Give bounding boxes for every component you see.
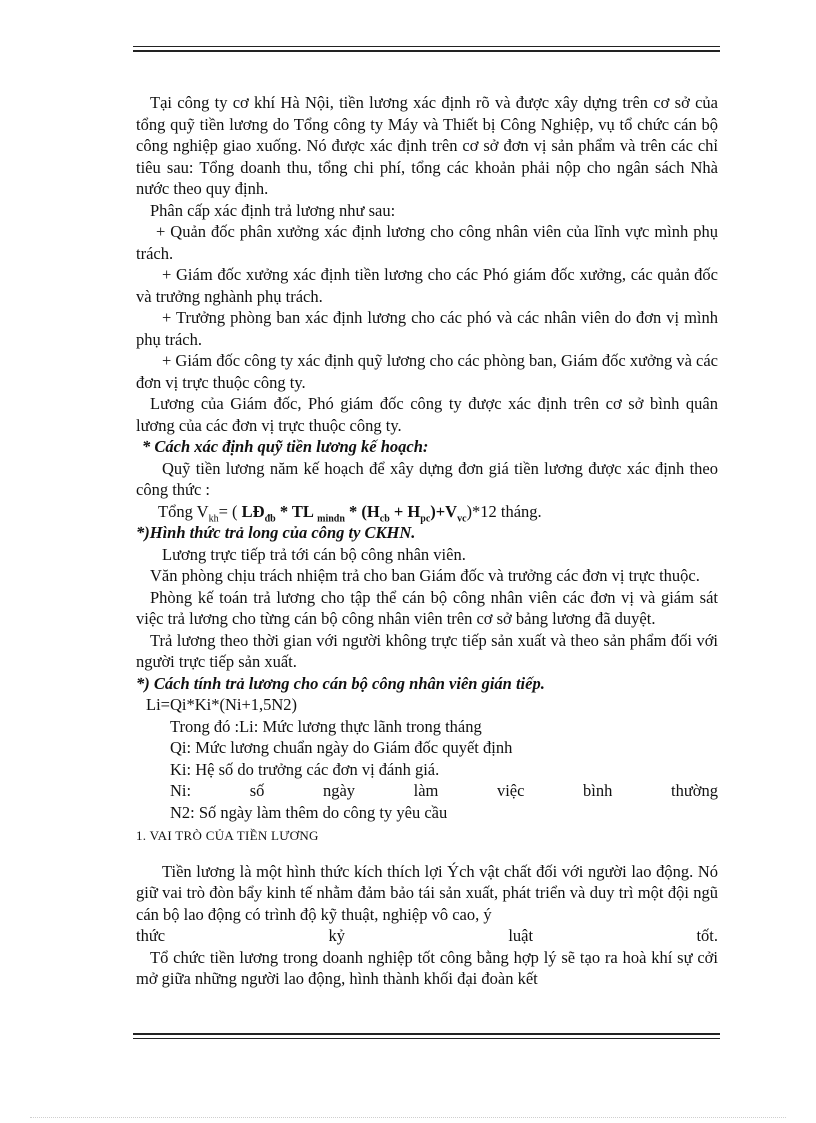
header-double-rule [133, 46, 720, 52]
salary-formula: Tổng $V_{kh}=$ ( $LĐ_{đb}$ * TL $_{mindn} * (H_{cb} + H_{pc})+V_{vc})*12$ tháng. [158, 501, 542, 524]
list-item: + Quản đốc phân xưởng xác định lương cho công nhân viên của lĩnh vực mình phụ trách. [136, 222, 718, 263]
formula-line: Li=Qi*Ki*(Ni+1,5N2) [146, 695, 298, 714]
footer-double-rule [133, 1033, 720, 1039]
paragraph: Văn phòng chịu trách nhiệm trả cho ban Giám đốc và trưởng các đơn vị trực thuộc. [150, 566, 700, 585]
paragraph: Phân cấp xác định trả lương như sau: [150, 200, 396, 220]
page-edge-dots [30, 1117, 786, 1118]
section-heading: * Cách xác định quỹ tiền lương kế hoạch: [142, 437, 429, 456]
paragraph: Tại công ty cơ khí Hà Nội, tiền lương xác định rõ và được xây dựng trên cơ sở của tổng quỹ tiền lương do Tổng công ty Máy và Thiết bị Công Nghiệp, vụ tổ chức cán bộ công nghiệp giao xuống. Nó được xác định trên cơ sở đơn vị sản phẩm và trên các chỉ tiêu sau: Tổng doanh thu, tổng chi phí, tổng các khoản phải nộp cho ngân sách Nhà nước theo quy định. [136, 93, 718, 198]
paragraph: Lương trực tiếp trả tới cán bộ công nhân viên. [162, 544, 466, 564]
list-item: + Giám đốc công ty xác định quỹ lương cho các phòng ban, Giám đốc xưởng và các đơn vị trực thuộc công ty. [136, 351, 718, 392]
list-item: + Trưởng phòng ban xác định lương cho các phó và các nhân viên do đơn vị mình phụ trách. [136, 308, 718, 349]
definition-line: Qi: Mức lương chuẩn ngày do Giám đốc quyết định [170, 738, 513, 757]
paragraph-last-line: thức kỷ luật tốt. [136, 926, 718, 945]
section-title: 1. VAI TRÒ CỦA TIỀN LƯƠNG [136, 828, 319, 843]
section-heading: *)Hình thức trả long của công ty CKHN. [136, 523, 416, 542]
paragraph: Phòng kế toán trả lương cho tập thể cán bộ công nhân viên các đơn vị và giám sát việc trả lương cho từng cán bộ công nhân viên trên cơ sở bảng lương đã duyệt. [136, 587, 718, 628]
paragraph: Tiền lương là một hình thức kích thích lợi Ých vật chất đối với người lao động. Nó giữ vai trò đòn bẩy kinh tế nhằm đảm bảo tái sản xuất, phát triển và duy trì một đội ngũ cán bộ lao động có trình độ kỹ thuật, nghiệp vô cao, ý [136, 861, 718, 924]
definition-line: Ki: Hệ số do trưởng các đơn vị đánh giá. [170, 759, 440, 779]
section-heading: *) Cách tính trả lương cho cán bộ công nhân viên gián tiếp. [136, 673, 545, 693]
document-body [136, 92, 718, 990]
definition-line: N2: Số ngày làm thêm do công ty yêu cầu [170, 802, 448, 822]
paragraph: Quỹ tiền lương năm kế hoạch để xây dựng đơn giá tiền lương được xác định theo công thức : [136, 458, 718, 499]
paragraph: Tổ chức tiền lương trong doanh nghiệp tốt công bằng hợp lý sẽ tạo ra hoà khí sự cởi mở giữa những người lao động, hình thành khối đại đoàn kết [136, 947, 718, 988]
paragraph: Lương của Giám đốc, Phó giám đốc công ty được xác định trên cơ sở bình quân lương của các đơn vị trực thuộc công ty. [136, 394, 718, 435]
paragraph: Trả lương theo thời gian với người không trực tiếp sản xuất và theo sản phẩm đối với người trực tiếp sản xuất. [136, 630, 718, 671]
definition-line: Trong đó :Li: Mức lương thực lãnh trong tháng [170, 716, 482, 736]
definition-line: Ni: số ngày làm việc bình thường [170, 781, 718, 800]
list-item: + Giám đốc xưởng xác định tiền lương cho các Phó giám đốc xưởng, các quản đốc và trưởng nghành phụ trách. [136, 265, 718, 306]
